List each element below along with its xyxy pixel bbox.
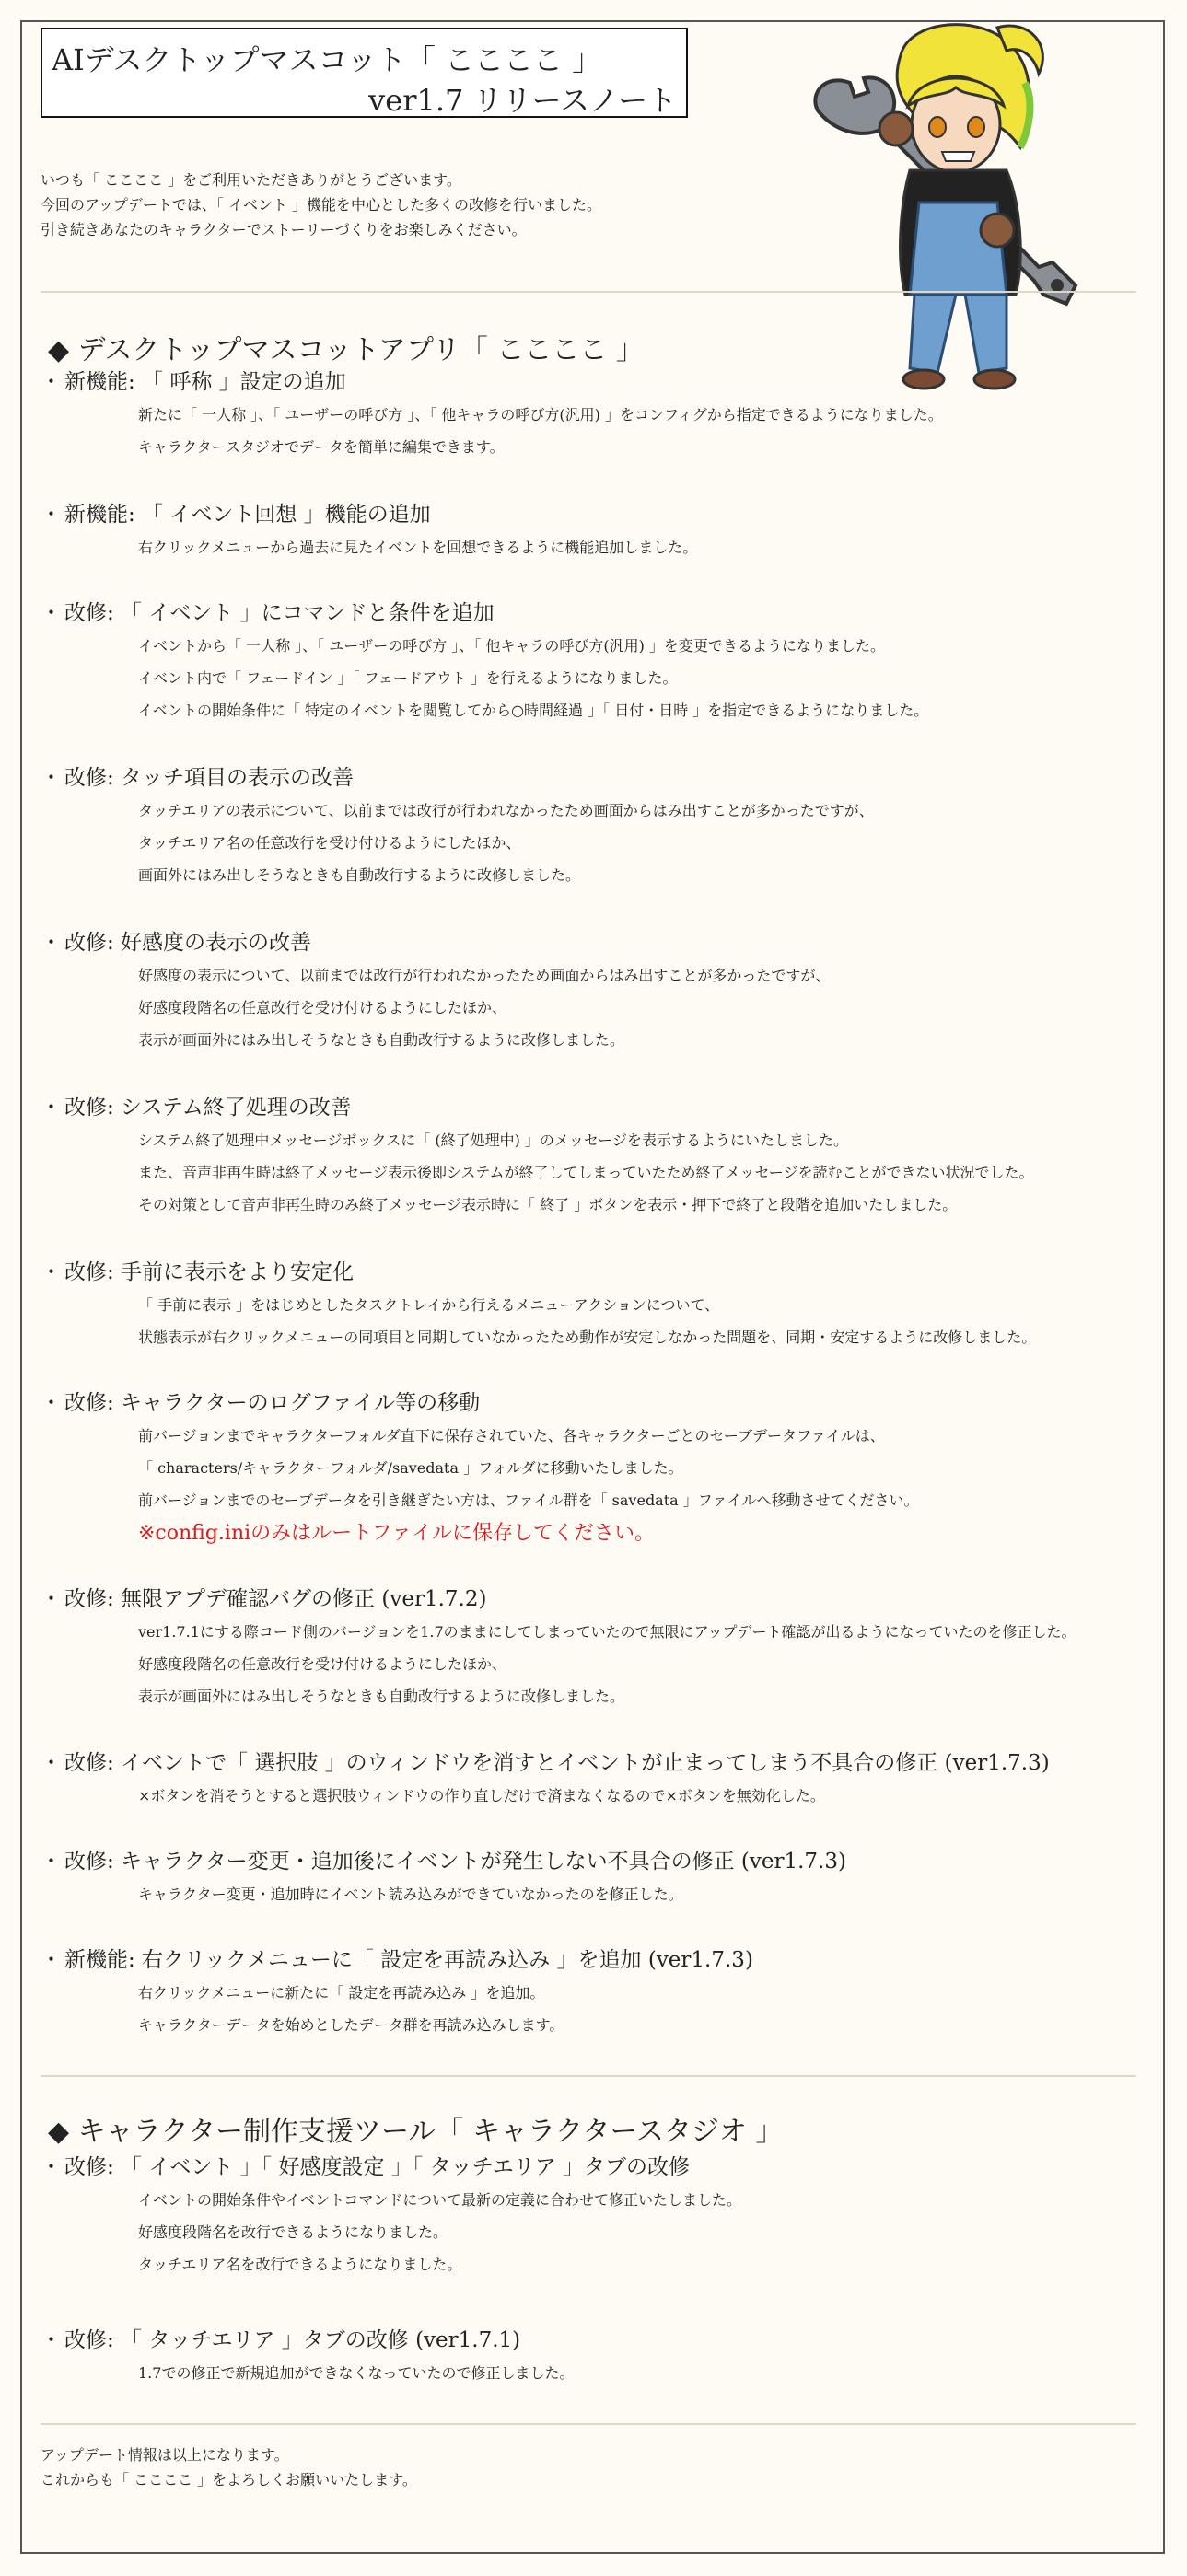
section-title-character-studio: ◆ キャラクター制作支援ツール「 キャラクタースタジオ 」 [48,2116,784,2148]
release-item [41,2151,1136,2280]
description-line: その対策として音声非再生時のみ終了メッセージ表示時に「 終了 」ボタンを表示・押下で終了と段階を追加いたしました。 [138,1196,958,1213]
intro-text [41,168,601,242]
description-line: キャラクター変更・追加時にイベント読み込みができていなかったのを修正した。 [138,1886,683,1903]
release-item [41,1256,1136,1353]
item-description [138,1977,1136,2041]
description-line: キャラクタースタジオでデータを簡単に編集できます。 [138,438,505,456]
description-line: 状態表示が右クリックメニューの同項目と同期していなかったため動作が安定しなかった問題を、同期・安定するように改修しました。 [138,1329,1037,1346]
release-item [41,1746,1136,1812]
description-line: また、音声非再生時は終了メッセージ表示後即システムが終了してしまっていたため終了メッセージを読むことができない状況でした。 [138,1164,1034,1181]
page-title: AIデスクトップマスコット「 ここここ 」 [52,42,602,77]
item-title [41,761,1136,795]
outro-line: アップデート情報は以上になります。 [41,2446,289,2464]
description-line: タッチエリアの表示について、以前までは改行が行われなかったため画面からはみ出すことが多かったですが、 [138,802,874,819]
bullet: ・ [41,601,62,625]
bullet: ・ [41,1391,62,1415]
item-description [138,1124,1136,1221]
item-title-text: 改修: 無限アプデ確認バグの修正 (ver1.7.2) [64,1587,487,1611]
description-line: 右クリックメニューから過去に見たイベントを回想できるように機能追加しました。 [138,539,698,556]
bullet: ・ [41,1260,62,1284]
title-box [41,28,688,118]
release-item [41,1944,1136,2041]
bullet: ・ [41,931,62,955]
release-item [41,1091,1136,1221]
bullet: ・ [41,1096,62,1120]
description-line: 右クリックメニューに新たに「 設定を再読み込み 」を追加。 [138,1984,545,2002]
bullet: ・ [41,766,62,790]
item-title [41,1091,1136,1124]
item-title-text: 改修: 「 タッチエリア 」タブの改修 (ver1.7.1) [64,2328,521,2352]
bullet: ・ [41,503,62,527]
release-item [41,1583,1136,1712]
divider [41,2075,1136,2077]
item-title [41,1583,1136,1616]
mascot-illustration [799,18,1112,405]
description-line: 表示が画面外にはみ出しそうなときも自動改行するように改修しました。 [138,1031,625,1049]
item-title [41,1944,1136,1977]
description-line: ×ボタンを消そうとすると選択肢ウィンドウの作り直しだけで済まなくなるので×ボタンを無効化した。 [138,1787,825,1804]
description-line: イベント内で「 フェードイン 」「 フェードアウト 」を行えるようになりました。 [138,669,678,687]
release-item [41,366,1136,463]
description-line: 好感度の表示について、以前までは改行が行われなかったため画面からはみ出すことが多かったですが、 [138,967,831,984]
divider [41,291,1136,293]
section-title-mascot-app: ◆ デスクトップマスコットアプリ「 ここここ 」 [48,334,644,366]
description-line: タッチエリア名の任意改行を受け付けるようにしたほか、 [138,834,521,852]
item-title [41,1256,1136,1289]
item-description [138,2184,1136,2280]
item-title-text: 改修: イベントで「 選択肢 」のウィンドウを消すとイベントが止まってしまう不具合の修正 (ver1.7.3) [64,1751,1050,1775]
item-title [41,2151,1136,2184]
description-line: 好感度段階名の任意改行を受け付けるようにしたほか、 [138,1655,507,1673]
item-title-text: 改修: キャラクター変更・追加後にイベントが発生しない不具合の修正 (ver1.7.3) [64,1850,846,1874]
intro-line: 引き続きあなたのキャラクターでストーリーづくりをお楽しみください。 [41,221,527,238]
item-description [138,1420,1136,1551]
release-item [41,761,1136,891]
item-title [41,926,1136,959]
item-description [138,399,1136,463]
description-line: 前バージョンまでキャラクターフォルダ直下に保存されていた、各キャラクターごとのセーブデータファイルは、 [138,1427,885,1445]
divider [41,2423,1136,2425]
description-line: 好感度段階名を改行できるようになりました。 [138,2223,448,2241]
bullet: ・ [41,1587,62,1611]
description-line: 表示が画面外にはみ出しそうなときも自動改行するように改修しました。 [138,1688,625,1705]
release-item [41,1387,1136,1551]
item-title [41,498,1136,531]
description-line: ver1.7.1にする際コード側のバージョンを1.7のままにしてしまっていたので無限にアップデート確認が出るようになっていたのを修正した。 [138,1623,1076,1641]
item-title-text: 改修: 手前に表示をより安定化 [64,1260,355,1284]
outro-text [41,2443,417,2492]
release-item [41,597,1136,726]
item-title-text: 新機能: 「 呼称 」設定の追加 [64,370,346,394]
description-line: 前バージョンまでのセーブデータを引き継ぎたい方は、ファイル群を「 savedata 」ファイルへ移動させてください。 [138,1491,919,1509]
item-title [41,2324,1136,2357]
description-line: イベントの開始条件に「 特定のイベントを閲覧してから○時間経過 」「 日付・日時 」を指定できるようになりました。 [138,702,929,719]
description-line: 画面外にはみ出しそうなときも自動改行するように改修しました。 [138,866,581,884]
item-title-text: 改修: 好感度の表示の改善 [64,931,312,955]
item-title-text: 新機能: 右クリックメニューに「 設定を再読み込み 」を追加 (ver1.7.3) [64,1948,753,1972]
description-line: キャラクターデータを始めとしたデータ群を再読み込みします。 [138,2016,564,2034]
description-line: システム終了処理中メッセージボックスに「 (終了処理中) 」のメッセージを表示するようにいたしました。 [138,1131,848,1149]
item-description [138,1878,1136,1910]
item-title-text: 改修: タッチ項目の表示の改善 [64,766,355,790]
description-line: イベントから「 一人称 」、「 ユーザーの呼び方 」、「 他キャラの呼び方(汎用) 」を変更できるようになりました。 [138,637,886,655]
bullet: ・ [41,1850,62,1874]
description-line: イベントの開始条件やイベントコマンドについて最新の定義に合わせて修正いたしました。 [138,2191,742,2209]
release-item [41,1845,1136,1910]
bullet: ・ [41,1751,62,1775]
page-subtitle: ver1.7 リリースノート [368,83,677,118]
description-line: タッチエリア名を改行できるようになりました。 [138,2256,462,2273]
item-title [41,1845,1136,1878]
bullet: ・ [41,370,62,394]
bullet: ・ [41,2328,62,2352]
release-item [41,926,1136,1056]
item-title [41,366,1136,399]
item-description [138,1289,1136,1353]
description-line: 1.7での修正で新規追加ができなくなっていたので修正しました。 [138,2364,575,2382]
description-line: 新たに「 一人称 」、「 ユーザーの呼び方 」、「 他キャラの呼び方(汎用) 」をコンフィグから指定できるようになりました。 [138,406,943,424]
item-title-text: 改修: システム終了処理の改善 [64,1096,352,1120]
description-line: 「 手前に表示 」をはじめとしたタスクトレイから行えるメニューアクションについて、 [138,1296,720,1314]
item-title-text: 新機能: 「 イベント回想 」機能の追加 [64,503,431,527]
item-title-text: 改修: 「 イベント 」「 好感度設定 」「 タッチエリア 」タブの改修 [64,2155,691,2179]
outro-line: これからも「 ここここ 」をよろしくお願いいたします。 [41,2471,417,2489]
intro-line: いつも「 ここここ 」をご利用いただきありがとうございます。 [41,171,461,189]
release-item [41,2324,1136,2389]
description-line: 「 characters/キャラクターフォルダ/savedata 」フォルダに移動いたしました。 [138,1459,683,1477]
item-description [138,2357,1136,2389]
intro-line: 今回のアップデートでは、「 イベント 」機能を中心とした多くの改修を行いました。 [41,196,602,214]
config-warning: ※config.iniのみはルートファイルに保存してください。 [138,1522,656,1545]
item-title-text: 改修: キャラクターのログファイル等の移動 [64,1391,481,1415]
release-item [41,498,1136,563]
bullet: ・ [41,2155,62,2179]
item-description [138,630,1136,726]
description-line: 好感度段階名の任意改行を受け付けるようにしたほか、 [138,999,507,1016]
item-title [41,1746,1136,1780]
item-description [138,959,1136,1056]
item-description [138,795,1136,891]
item-description [138,1616,1136,1712]
item-title [41,1387,1136,1420]
item-description [138,1780,1136,1812]
bullet: ・ [41,1948,62,1972]
item-title [41,597,1136,630]
item-title-text: 改修: 「 イベント 」にコマンドと条件を追加 [64,601,495,625]
item-description [138,531,1136,563]
